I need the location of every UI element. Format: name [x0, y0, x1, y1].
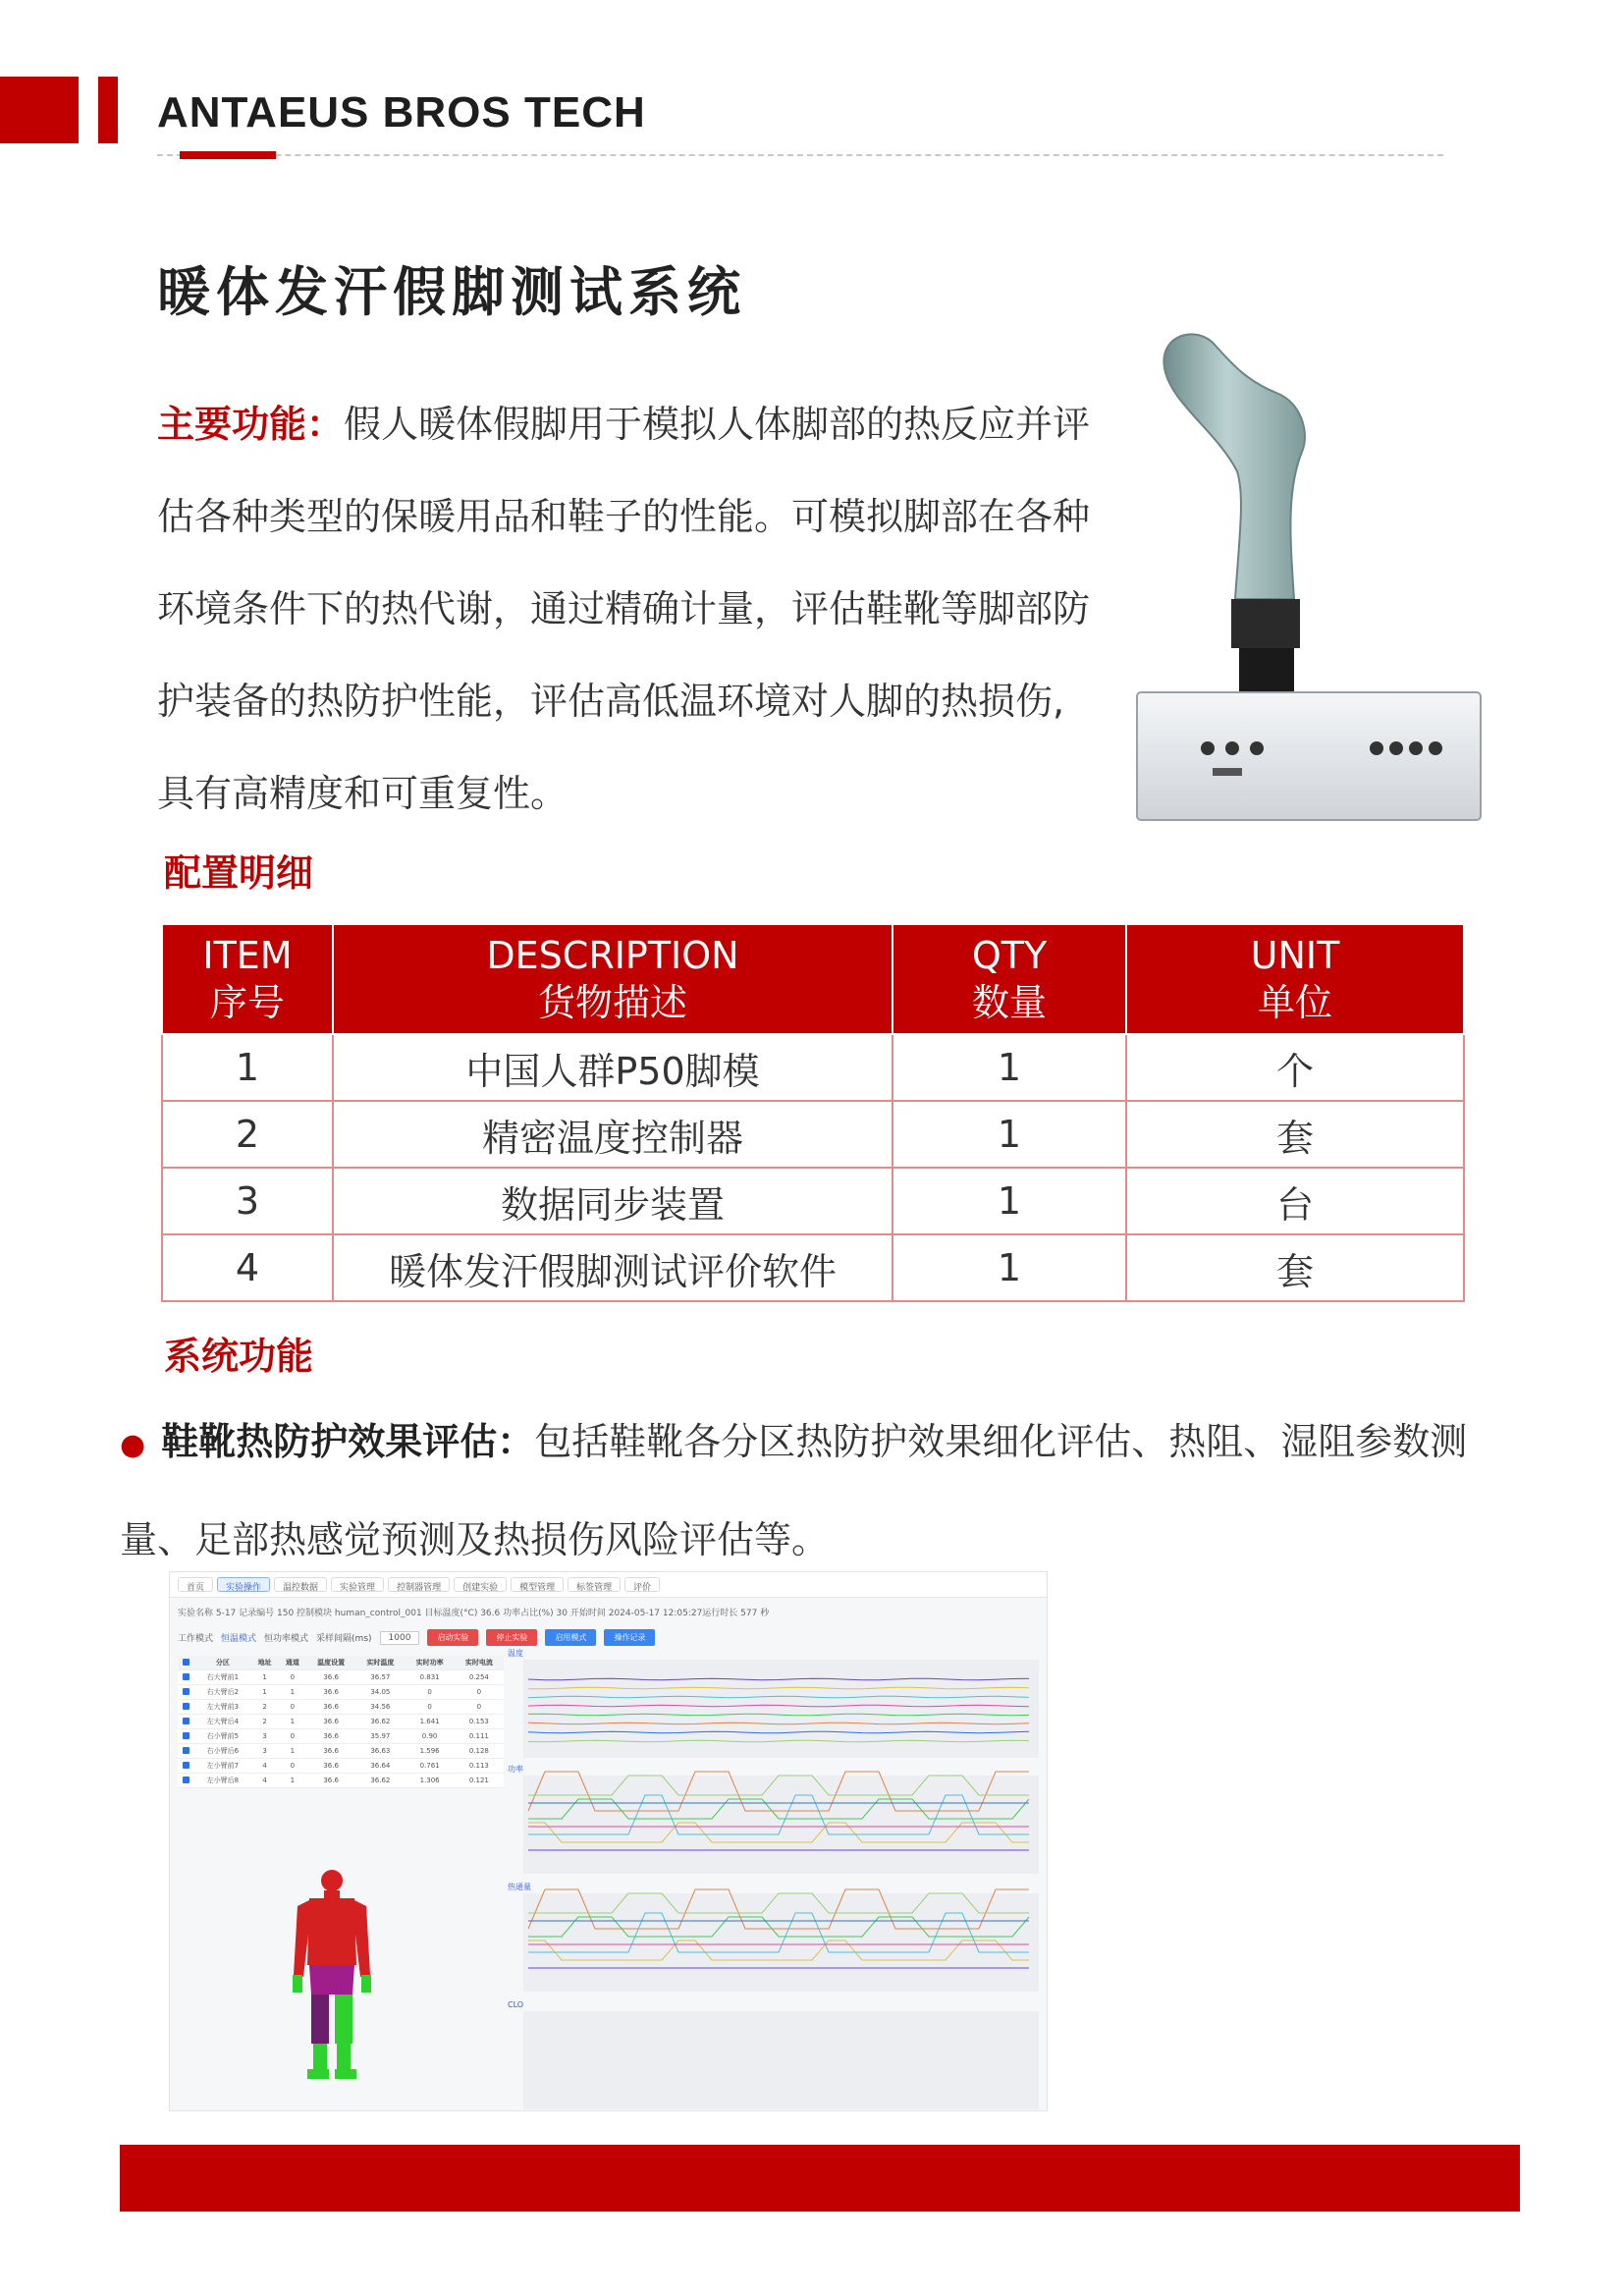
zone-cell: 右大臂后2: [194, 1685, 250, 1700]
row-check[interactable]: [178, 1670, 194, 1685]
zone-cell: 1.596: [405, 1744, 454, 1759]
cell-qty: 1: [893, 1168, 1126, 1234]
col-real-power: 实时功率: [405, 1656, 454, 1670]
tab-label-management[interactable]: 标签管理: [568, 1577, 621, 1592]
enable-mode-button[interactable]: 启用模式: [545, 1629, 596, 1646]
checkbox-icon[interactable]: [183, 1762, 189, 1769]
footer-bar: [120, 2145, 1520, 2212]
control-bar: [178, 1629, 655, 1646]
checkbox-icon[interactable]: [183, 1747, 189, 1754]
zone-cell: 36.6: [306, 1774, 355, 1788]
row-check[interactable]: [178, 1729, 194, 1744]
zone-cell: 34.05: [355, 1685, 405, 1700]
zone-row[interactable]: [178, 1774, 504, 1788]
zone-cell: 左小臂后8: [194, 1774, 250, 1788]
zone-cell: 0.153: [455, 1715, 504, 1729]
zone-cell: 0.761: [405, 1759, 454, 1774]
zone-cell: 0.90: [405, 1729, 454, 1744]
checkbox-icon[interactable]: [183, 1777, 189, 1783]
zone-cell: 36.64: [355, 1759, 405, 1774]
chart-title: CLO: [508, 2000, 524, 2009]
zone-cell: 右大臂前1: [194, 1670, 250, 1685]
tab-home[interactable]: 首页: [178, 1577, 213, 1592]
col-check: [178, 1656, 194, 1670]
cell-item: 3: [162, 1168, 333, 1234]
zone-cell: 1: [251, 1685, 279, 1700]
zone-cell: 1: [279, 1744, 306, 1759]
cell-description: 数据同步装置: [333, 1168, 893, 1234]
header-qty: QTY 数量: [893, 924, 1126, 1034]
cell-unit: 套: [1126, 1101, 1464, 1168]
header-divider: [157, 154, 1443, 156]
zone-cell: 0.121: [455, 1774, 504, 1788]
zone-cell: 1.641: [405, 1715, 454, 1729]
zone-cell: 3: [251, 1729, 279, 1744]
chart-panel: [523, 1893, 1039, 1992]
zone-cell: 36.57: [355, 1670, 405, 1685]
header-red-bar: [98, 77, 118, 143]
zone-cell: 右小臂前5: [194, 1729, 250, 1744]
zone-cell: 0.254: [455, 1670, 504, 1685]
zone-cell: 2: [251, 1700, 279, 1715]
header-accent: [180, 151, 276, 159]
zone-cell: 36.6: [306, 1744, 355, 1759]
intro-paragraph: [157, 378, 1100, 840]
checkbox-icon[interactable]: [183, 1659, 189, 1666]
zone-table-header: [178, 1656, 504, 1670]
monitor-charts: [504, 1646, 1044, 2111]
row-check[interactable]: [178, 1744, 194, 1759]
table-row: [162, 1234, 1464, 1301]
zone-row[interactable]: [178, 1729, 504, 1744]
zone-cell: 36.6: [306, 1715, 355, 1729]
cell-description: 暖体发汗假脚测试评价软件: [333, 1234, 893, 1301]
zone-cell: 36.6: [306, 1685, 355, 1700]
zone-cell: 0.128: [455, 1744, 504, 1759]
col-real-current: 实时电流: [455, 1656, 504, 1670]
zone-row[interactable]: [178, 1700, 504, 1715]
zone-row[interactable]: [178, 1670, 504, 1685]
chart-panel: [523, 1776, 1039, 1874]
zone-cell: 0: [405, 1685, 454, 1700]
zone-cell: 0: [405, 1700, 454, 1715]
config-table: [161, 923, 1465, 1302]
col-zone: 分区: [194, 1656, 250, 1670]
zone-cell: 4: [251, 1774, 279, 1788]
zone-cell: 1.306: [405, 1774, 454, 1788]
header-unit: UNIT 单位: [1126, 924, 1464, 1034]
bullet-dot-icon: ●: [120, 1428, 146, 1462]
brand-name: ANTAEUS BROS TECH: [157, 88, 646, 137]
col-real-temp: 实时温度: [355, 1656, 405, 1670]
checkbox-icon[interactable]: [183, 1732, 189, 1739]
cell-qty: 1: [893, 1034, 1126, 1101]
checkbox-icon[interactable]: [183, 1673, 189, 1680]
start-experiment-button[interactable]: 启动实验: [427, 1629, 478, 1646]
stop-experiment-button[interactable]: 停止实验: [486, 1629, 537, 1646]
zone-cell: 34.56: [355, 1700, 405, 1715]
zone-cell: 2: [251, 1715, 279, 1729]
table-row: [162, 1168, 1464, 1234]
cell-qty: 1: [893, 1234, 1126, 1301]
zone-cell: 1: [251, 1670, 279, 1685]
header-item: ITEM 序号: [162, 924, 333, 1034]
row-check[interactable]: [178, 1715, 194, 1729]
cell-item: 2: [162, 1101, 333, 1168]
zone-row[interactable]: [178, 1759, 504, 1774]
table-row: [162, 1034, 1464, 1101]
zone-cell: 1: [279, 1685, 306, 1700]
cell-description: 精密温度控制器: [333, 1101, 893, 1168]
zone-row[interactable]: [178, 1744, 504, 1759]
zone-cell: 1: [279, 1774, 306, 1788]
zone-cell: 0: [279, 1759, 306, 1774]
header-description: DESCRIPTION 货物描述: [333, 924, 893, 1034]
zone-cell: 36.6: [306, 1700, 355, 1715]
cell-description: 中国人群P50脚模: [333, 1034, 893, 1101]
row-check[interactable]: [178, 1685, 194, 1700]
row-check[interactable]: [178, 1774, 194, 1788]
row-check[interactable]: [178, 1759, 194, 1774]
checkbox-icon[interactable]: [183, 1718, 189, 1724]
zone-cell: 0: [279, 1700, 306, 1715]
checkbox-icon[interactable]: [183, 1688, 189, 1695]
table-row: [162, 1101, 1464, 1168]
col-temp-set: 温度设置: [306, 1656, 355, 1670]
tab-experiment-management[interactable]: 实验管理: [331, 1577, 384, 1592]
mode-constant-temp[interactable]: 恒温模式: [221, 1634, 257, 1644]
sample-label: 采样间隔(ms): [316, 1634, 372, 1644]
zone-cell: 3: [251, 1744, 279, 1759]
human-body-model: [288, 1867, 376, 2083]
cell-item: 4: [162, 1234, 333, 1301]
mode-constant-power[interactable]: 恒功率模式: [264, 1634, 309, 1644]
header-red-block: [0, 77, 79, 143]
cell-unit: 套: [1126, 1234, 1464, 1301]
checkbox-icon[interactable]: [183, 1703, 189, 1710]
config-heading: 配置明细: [164, 851, 314, 895]
zone-cell: 36.6: [306, 1729, 355, 1744]
tab-experiment-operation[interactable]: 实验操作: [217, 1577, 270, 1592]
operation-log-button[interactable]: 操作记录: [604, 1629, 655, 1646]
tab-evaluation[interactable]: 评价: [624, 1577, 660, 1592]
chart-panel: [523, 1660, 1039, 1758]
software-screenshot: [169, 1571, 1048, 2111]
chart-title: 温度: [508, 1649, 523, 1658]
table-header-row: [162, 924, 1464, 1034]
tab-model-management[interactable]: 模型管理: [511, 1577, 564, 1592]
page-title: 暖体发汗假脚测试系统: [157, 261, 746, 323]
bullet-label: 鞋靴热防护效果评估：: [161, 1420, 535, 1463]
tab-controller-management[interactable]: 控制器管理: [388, 1577, 450, 1592]
cell-unit: 个: [1126, 1034, 1464, 1101]
system-heading: 系统功能: [164, 1335, 314, 1378]
cell-qty: 1: [893, 1101, 1126, 1168]
zone-cell: 0: [279, 1729, 306, 1744]
zone-cell: 0: [455, 1700, 504, 1715]
tab-temperature-data[interactable]: 温控数据: [274, 1577, 327, 1592]
chart-panel: [523, 2011, 1039, 2109]
zone-cell: 35.97: [355, 1729, 405, 1744]
col-channel: 通道: [279, 1656, 306, 1670]
zone-cell: 0.113: [455, 1759, 504, 1774]
zone-cell: 36.62: [355, 1715, 405, 1729]
zone-cell: 右小臂后6: [194, 1744, 250, 1759]
zone-table: [178, 1656, 504, 1788]
zone-row[interactable]: [178, 1685, 504, 1700]
software-tabbar: [170, 1572, 1047, 1598]
zone-cell: 0.111: [455, 1729, 504, 1744]
chart-title: 热通量: [508, 1883, 531, 1891]
zone-cell: 36.6: [306, 1670, 355, 1685]
bullet-text: 包括鞋靴各分区热防护效果细化评估、热阻、湿阻参数测量、足部热感觉预测及热损伤风险评估等。: [120, 1420, 1468, 1561]
cell-unit: 台: [1126, 1168, 1464, 1234]
mode-label: 工作模式: [178, 1634, 214, 1644]
tab-create-experiment[interactable]: 创建实验: [454, 1577, 507, 1592]
zone-cell: 左大臂前3: [194, 1700, 250, 1715]
zone-cell: 1: [279, 1715, 306, 1729]
feature-bullet: [120, 1394, 1494, 1587]
zone-cell: 左小臂前7: [194, 1759, 250, 1774]
chart-title: 功率: [508, 1765, 523, 1774]
intro-text: 假人暖体假脚用于模拟人体脚部的热反应并评估各种类型的保暖用品和鞋子的性能。可模拟脚部在各种环境条件下的热代谢，通过精确计量，评估鞋靴等脚部防护装备的热防护性能，评估高低温环境对人脚的热损伤,具有高精度和可重复性。: [157, 403, 1091, 815]
col-address: 地址: [251, 1656, 279, 1670]
zone-row[interactable]: [178, 1715, 504, 1729]
zone-cell: 36.62: [355, 1774, 405, 1788]
foot-mannequin-image: [1129, 324, 1492, 825]
experiment-info: 实验名称 5-17 记录编号 150 控制模块 human_control_001 目标温度(°C) 36.6 功率占比(%) 30 开始时间 2024-05-17 12:05:27运行时长 577 秒: [178, 1609, 770, 1618]
cell-item: 1: [162, 1034, 333, 1101]
zone-cell: 0: [455, 1685, 504, 1700]
zone-cell: 0.831: [405, 1670, 454, 1685]
zone-cell: 36.63: [355, 1744, 405, 1759]
zone-cell: 0: [279, 1670, 306, 1685]
row-check[interactable]: [178, 1700, 194, 1715]
zone-cell: 左大臂后4: [194, 1715, 250, 1729]
sample-input[interactable]: 1000: [380, 1631, 420, 1645]
intro-label: 主要功能：: [157, 403, 345, 446]
zone-cell: 4: [251, 1759, 279, 1774]
zone-cell: 36.6: [306, 1759, 355, 1774]
